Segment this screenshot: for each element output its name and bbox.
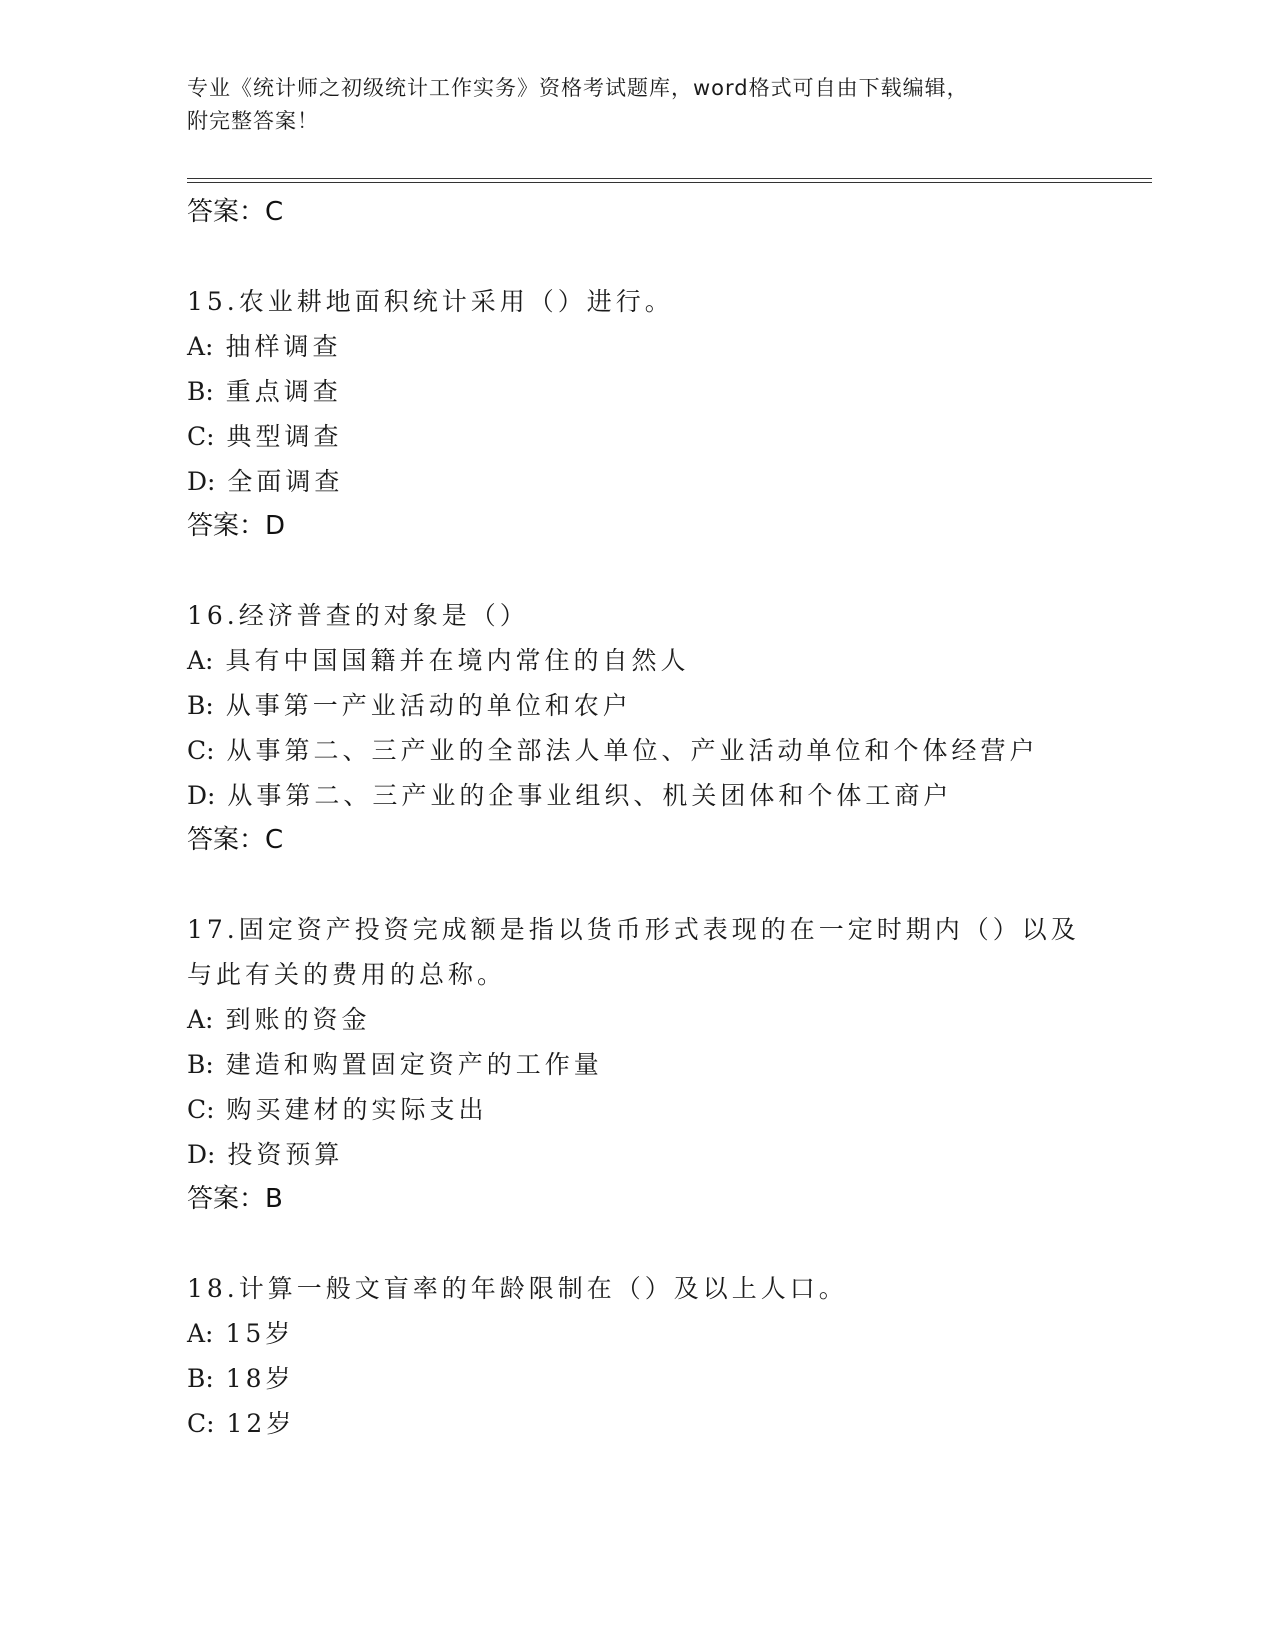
option-text: 具有中国国籍并在境内常住的自然人 (225, 646, 690, 675)
question-list (187, 190, 1147, 1446)
header-rule-top (187, 178, 1152, 179)
option-label: A: (187, 332, 214, 361)
option-d (187, 1132, 1147, 1177)
question-text-continued: 与此有关的费用的总称。 (187, 960, 507, 989)
option-label: C: (187, 422, 215, 451)
option-label: B: (187, 1050, 214, 1079)
spacer (187, 1222, 1147, 1266)
option-text: 15岁 (225, 1319, 295, 1348)
answer-line: 答案：C (187, 825, 284, 855)
header-line-2: 附完整答案！ (187, 109, 319, 133)
option-b (187, 1042, 1147, 1087)
question-text: 17.固定资产投资完成额是指以货币形式表现的在一定时期内（）以及 (187, 915, 1080, 944)
option-label: C: (187, 736, 215, 765)
option-c (187, 1087, 1147, 1132)
option-b (187, 683, 1147, 728)
option-label: C: (187, 1095, 215, 1124)
question-block (187, 907, 1147, 1222)
option-label: B: (187, 1364, 214, 1393)
option-label: D: (187, 781, 216, 810)
question-text: 18.计算一般文盲率的年龄限制在（）及以上人口。 (187, 1274, 848, 1303)
option-c (187, 414, 1147, 459)
option-label: A: (187, 1005, 214, 1034)
option-text: 18岁 (225, 1364, 295, 1393)
option-text: 全面调查 (227, 467, 344, 496)
option-text: 从事第二、三产业的企事业组织、机关团体和个体工商户 (227, 781, 953, 810)
question-block (187, 593, 1147, 863)
option-label: D: (187, 467, 216, 496)
option-text: 12岁 (226, 1409, 296, 1438)
option-label: C: (187, 1409, 215, 1438)
option-a (187, 324, 1147, 369)
header-line-1: 专业《统计师之初级统计工作实务》资格考试题库，word格式可自由下载编辑， (187, 76, 969, 100)
option-label: A: (187, 646, 214, 675)
option-a (187, 1311, 1147, 1356)
option-text: 建造和购置固定资产的工作量 (225, 1050, 603, 1079)
header-rule-bottom (187, 182, 1152, 183)
option-label: B: (187, 377, 214, 406)
option-text: 到账的资金 (225, 1005, 371, 1034)
option-b (187, 1356, 1147, 1401)
question-block (187, 1266, 1147, 1446)
spacer (187, 549, 1147, 593)
option-text: 从事第一产业活动的单位和农户 (225, 691, 632, 720)
option-a (187, 997, 1147, 1042)
question-text: 16.经济普查的对象是（） (187, 601, 529, 630)
option-text: 抽样调查 (225, 332, 342, 361)
option-text: 投资预算 (227, 1140, 344, 1169)
option-text: 从事第二、三产业的全部法人单位、产业活动单位和个体经营户 (226, 736, 1039, 765)
document-header (187, 72, 1087, 138)
option-d (187, 773, 1147, 818)
option-c (187, 728, 1147, 773)
option-d (187, 459, 1147, 504)
spacer (187, 863, 1147, 907)
question-block (187, 279, 1147, 549)
answer-line: 答案：B (187, 1184, 283, 1214)
option-text: 重点调查 (225, 377, 342, 406)
option-label: B: (187, 691, 214, 720)
option-text: 典型调查 (226, 422, 343, 451)
option-a (187, 638, 1147, 683)
option-c (187, 1401, 1147, 1446)
option-label: D: (187, 1140, 216, 1169)
option-text: 购买建材的实际支出 (226, 1095, 488, 1124)
answer-line: 答案：D (187, 511, 286, 541)
option-label: A: (187, 1319, 214, 1348)
answer-line: 答案：C (187, 197, 284, 227)
option-b (187, 369, 1147, 414)
question-text: 15.农业耕地面积统计采用（）进行。 (187, 287, 674, 316)
spacer (187, 235, 1147, 279)
